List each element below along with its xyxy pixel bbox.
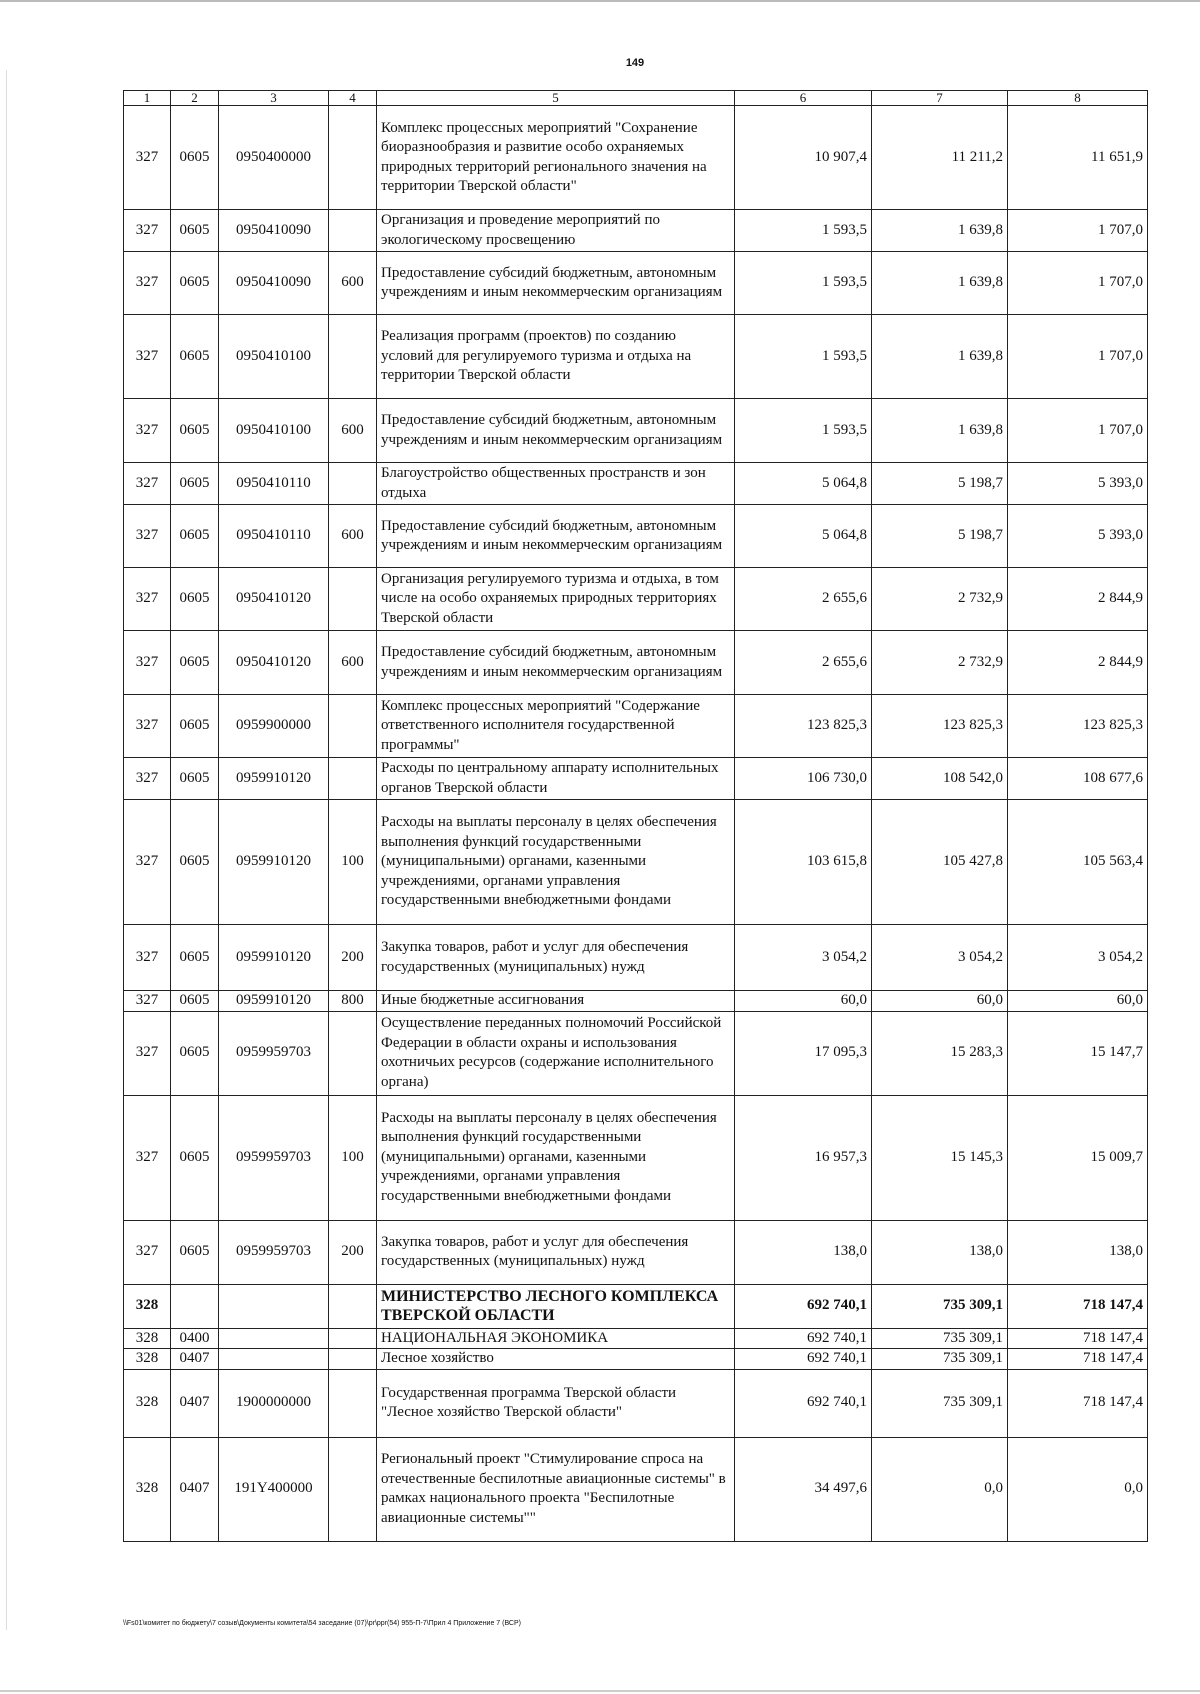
target-article-cell: 0950410100: [219, 399, 329, 463]
description-cell: Благоустройство общественных пространств и зон отдыха: [377, 463, 735, 505]
table-row: [124, 991, 1148, 1012]
amount-year1-cell: 16 957,3: [735, 1095, 872, 1220]
amount-year3-cell: 5 393,0: [1008, 463, 1148, 505]
amount-year2-cell: 2 732,9: [872, 631, 1008, 695]
target-article-cell: 0959959703: [219, 1095, 329, 1220]
expense-type-cell: [329, 1437, 377, 1541]
expense-type-cell: [329, 695, 377, 758]
page-number: 149: [625, 57, 645, 69]
amount-year2-cell: 15 145,3: [872, 1095, 1008, 1220]
description-cell: Иные бюджетные ассигнования: [377, 991, 735, 1012]
description-cell: МИНИСТЕРСТВО ЛЕСНОГО КОМПЛЕКСА ТВЕРСКОЙ ОБЛАСТИ: [377, 1284, 735, 1328]
section-code-cell: 0605: [171, 925, 219, 991]
amount-year2-cell: 138,0: [872, 1220, 1008, 1284]
target-article-cell: 0950410090: [219, 210, 329, 252]
expense-type-cell: 200: [329, 1220, 377, 1284]
admin-code-cell: 328: [124, 1284, 171, 1328]
amount-year2-cell: 3 054,2: [872, 925, 1008, 991]
amount-year3-cell: 123 825,3: [1008, 695, 1148, 758]
amount-year2-cell: 0,0: [872, 1437, 1008, 1541]
expense-type-cell: 100: [329, 1095, 377, 1220]
description-cell: Комплекс процессных мероприятий "Сохранение биоразнообразия и развитие особо охраняемых природных территорий регионального значения на территории Тверской области": [377, 106, 735, 210]
target-article-cell: [219, 1284, 329, 1328]
amount-year1-cell: 1 593,5: [735, 399, 872, 463]
amount-year3-cell: 60,0: [1008, 991, 1148, 1012]
description-cell: Осуществление переданных полномочий Российской Федерации в области охраны и использования охотничьих ресурсов (содержание исполнительного органа): [377, 1011, 735, 1095]
target-article-cell: 0959959703: [219, 1220, 329, 1284]
table-row: [124, 315, 1148, 399]
section-code-cell: [171, 1284, 219, 1328]
target-article-cell: 191Y400000: [219, 1437, 329, 1541]
section-code-cell: 0407: [171, 1349, 219, 1370]
description-cell: Расходы на выплаты персоналу в целях обеспечения выполнения функций государственными (муниципальными) органами, казенными учреждениями, органами управления государственными внебюджетными фондами: [377, 800, 735, 925]
amount-year3-cell: 2 844,9: [1008, 568, 1148, 631]
section-code-cell: 0605: [171, 991, 219, 1012]
amount-year2-cell: 1 639,8: [872, 399, 1008, 463]
table-row: [124, 106, 1148, 210]
amount-year3-cell: 1 707,0: [1008, 399, 1148, 463]
amount-year2-cell: 2 732,9: [872, 568, 1008, 631]
admin-code-cell: 327: [124, 695, 171, 758]
description-cell: НАЦИОНАЛЬНАЯ ЭКОНОМИКА: [377, 1328, 735, 1349]
amount-year3-cell: 5 393,0: [1008, 505, 1148, 568]
admin-code-cell: 327: [124, 925, 171, 991]
expense-type-cell: 600: [329, 252, 377, 315]
column-number: 3: [219, 91, 329, 106]
amount-year2-cell: 735 309,1: [872, 1328, 1008, 1349]
admin-code-cell: 327: [124, 631, 171, 695]
table-row: [124, 1328, 1148, 1349]
amount-year2-cell: 735 309,1: [872, 1369, 1008, 1437]
amount-year2-cell: 15 283,3: [872, 1011, 1008, 1095]
section-code-cell: 0605: [171, 106, 219, 210]
description-cell: Региональный проект "Стимулирование спроса на отечественные беспилотные авиационные системы" в рамках национального проекта "Беспилотные авиационные системы"": [377, 1437, 735, 1541]
admin-code-cell: 327: [124, 210, 171, 252]
table-row: [124, 505, 1148, 568]
table-body: [124, 106, 1148, 1542]
target-article-cell: 0959910120: [219, 991, 329, 1012]
target-article-cell: 0950400000: [219, 106, 329, 210]
description-cell: Комплекс процессных мероприятий "Содержание ответственного исполнителя государственной программы": [377, 695, 735, 758]
amount-year2-cell: 735 309,1: [872, 1284, 1008, 1328]
target-article-cell: 0959910120: [219, 758, 329, 800]
section-code-cell: 0605: [171, 1095, 219, 1220]
amount-year3-cell: 718 147,4: [1008, 1349, 1148, 1370]
section-code-cell: 0605: [171, 695, 219, 758]
section-code-cell: 0605: [171, 568, 219, 631]
admin-code-cell: 328: [124, 1369, 171, 1437]
amount-year1-cell: 2 655,6: [735, 568, 872, 631]
description-cell: Расходы по центральному аппарату исполнительных органов Тверской области: [377, 758, 735, 800]
amount-year1-cell: 1 593,5: [735, 315, 872, 399]
table-row: [124, 210, 1148, 252]
amount-year1-cell: 5 064,8: [735, 505, 872, 568]
amount-year2-cell: 1 639,8: [872, 315, 1008, 399]
amount-year3-cell: 138,0: [1008, 1220, 1148, 1284]
amount-year2-cell: 1 639,8: [872, 252, 1008, 315]
section-code-cell: 0605: [171, 252, 219, 315]
expense-type-cell: [329, 1011, 377, 1095]
amount-year3-cell: 11 651,9: [1008, 106, 1148, 210]
admin-code-cell: 328: [124, 1437, 171, 1541]
amount-year1-cell: 692 740,1: [735, 1328, 872, 1349]
admin-code-cell: 327: [124, 1011, 171, 1095]
top-rule: [0, 0, 1200, 2]
table-row: [124, 1284, 1148, 1328]
table-row: [124, 463, 1148, 505]
amount-year1-cell: 5 064,8: [735, 463, 872, 505]
expense-type-cell: 100: [329, 800, 377, 925]
amount-year2-cell: 735 309,1: [872, 1349, 1008, 1370]
target-article-cell: [219, 1349, 329, 1370]
amount-year1-cell: 34 497,6: [735, 1437, 872, 1541]
admin-code-cell: 327: [124, 800, 171, 925]
budget-table: [123, 90, 1148, 1542]
amount-year1-cell: 1 593,5: [735, 210, 872, 252]
table-row: [124, 1437, 1148, 1541]
amount-year1-cell: 692 740,1: [735, 1284, 872, 1328]
expense-type-cell: [329, 1349, 377, 1370]
admin-code-cell: 327: [124, 463, 171, 505]
amount-year3-cell: 718 147,4: [1008, 1284, 1148, 1328]
amount-year2-cell: 105 427,8: [872, 800, 1008, 925]
table-row: [124, 568, 1148, 631]
expense-type-cell: [329, 106, 377, 210]
amount-year3-cell: 1 707,0: [1008, 210, 1148, 252]
expense-type-cell: [329, 1369, 377, 1437]
section-code-cell: 0605: [171, 505, 219, 568]
section-code-cell: 0605: [171, 463, 219, 505]
amount-year1-cell: 2 655,6: [735, 631, 872, 695]
expense-type-cell: 600: [329, 631, 377, 695]
description-cell: Организация регулируемого туризма и отдыха, в том числе на особо охраняемых природных территориях Тверской области: [377, 568, 735, 631]
admin-code-cell: 327: [124, 505, 171, 568]
section-code-cell: 0407: [171, 1369, 219, 1437]
target-article-cell: 0950410110: [219, 505, 329, 568]
expense-type-cell: 600: [329, 505, 377, 568]
amount-year3-cell: 718 147,4: [1008, 1328, 1148, 1349]
admin-code-cell: 327: [124, 1095, 171, 1220]
section-code-cell: 0400: [171, 1328, 219, 1349]
admin-code-cell: 327: [124, 758, 171, 800]
description-cell: Реализация программ (проектов) по созданию условий для регулируемого туризма и отдыха на территории Тверской области: [377, 315, 735, 399]
section-code-cell: 0605: [171, 800, 219, 925]
section-code-cell: 0605: [171, 315, 219, 399]
section-code-cell: 0605: [171, 210, 219, 252]
amount-year1-cell: 123 825,3: [735, 695, 872, 758]
table-row: [124, 1220, 1148, 1284]
target-article-cell: 0950410110: [219, 463, 329, 505]
amount-year1-cell: 60,0: [735, 991, 872, 1012]
expense-type-cell: [329, 758, 377, 800]
amount-year2-cell: 1 639,8: [872, 210, 1008, 252]
target-article-cell: 0950410090: [219, 252, 329, 315]
table-row: [124, 695, 1148, 758]
expense-type-cell: [329, 568, 377, 631]
table-row: [124, 399, 1148, 463]
amount-year2-cell: 11 211,2: [872, 106, 1008, 210]
admin-code-cell: 327: [124, 106, 171, 210]
section-code-cell: 0605: [171, 1220, 219, 1284]
section-code-cell: 0605: [171, 758, 219, 800]
table-row: [124, 800, 1148, 925]
amount-year2-cell: 123 825,3: [872, 695, 1008, 758]
amount-year3-cell: 718 147,4: [1008, 1369, 1148, 1437]
admin-code-cell: 327: [124, 991, 171, 1012]
column-number: 7: [872, 91, 1008, 106]
column-number: 1: [124, 91, 171, 106]
column-number: 5: [377, 91, 735, 106]
expense-type-cell: 800: [329, 991, 377, 1012]
amount-year2-cell: 60,0: [872, 991, 1008, 1012]
admin-code-cell: 327: [124, 399, 171, 463]
admin-code-cell: 327: [124, 315, 171, 399]
amount-year2-cell: 5 198,7: [872, 463, 1008, 505]
table-row: [124, 252, 1148, 315]
admin-code-cell: 328: [124, 1328, 171, 1349]
table-row: [124, 1095, 1148, 1220]
admin-code-cell: 327: [124, 568, 171, 631]
section-code-cell: 0407: [171, 1437, 219, 1541]
description-cell: Закупка товаров, работ и услуг для обеспечения государственных (муниципальных) нужд: [377, 925, 735, 991]
column-number: 6: [735, 91, 872, 106]
amount-year2-cell: 108 542,0: [872, 758, 1008, 800]
amount-year1-cell: 692 740,1: [735, 1369, 872, 1437]
admin-code-cell: 328: [124, 1349, 171, 1370]
table-row: [124, 925, 1148, 991]
target-article-cell: 0959910120: [219, 925, 329, 991]
column-number-row: [124, 91, 1148, 106]
expense-type-cell: [329, 315, 377, 399]
amount-year3-cell: 15 009,7: [1008, 1095, 1148, 1220]
description-cell: Лесное хозяйство: [377, 1349, 735, 1370]
amount-year1-cell: 138,0: [735, 1220, 872, 1284]
amount-year3-cell: 2 844,9: [1008, 631, 1148, 695]
description-cell: Предоставление субсидий бюджетным, автономным учреждениям и иным некоммерческим организациям: [377, 252, 735, 315]
description-cell: Предоставление субсидий бюджетным, автономным учреждениям и иным некоммерческим организациям: [377, 399, 735, 463]
amount-year1-cell: 103 615,8: [735, 800, 872, 925]
admin-code-cell: 327: [124, 1220, 171, 1284]
table-row: [124, 1349, 1148, 1370]
target-article-cell: 1900000000: [219, 1369, 329, 1437]
amount-year3-cell: 0,0: [1008, 1437, 1148, 1541]
amount-year1-cell: 17 095,3: [735, 1011, 872, 1095]
amount-year1-cell: 3 054,2: [735, 925, 872, 991]
amount-year3-cell: 1 707,0: [1008, 252, 1148, 315]
expense-type-cell: [329, 210, 377, 252]
target-article-cell: 0950410100: [219, 315, 329, 399]
target-article-cell: 0959900000: [219, 695, 329, 758]
description-cell: Закупка товаров, работ и услуг для обеспечения государственных (муниципальных) нужд: [377, 1220, 735, 1284]
table-row: [124, 1369, 1148, 1437]
amount-year1-cell: 692 740,1: [735, 1349, 872, 1370]
description-cell: Предоставление субсидий бюджетным, автономным учреждениям и иным некоммерческим организациям: [377, 505, 735, 568]
target-article-cell: 0950410120: [219, 631, 329, 695]
file-path-footer: \\Fs01\комитет по бюджету\7 созыв\Документы комитета\54 заседание (07)\pr\ppr(54) 955-П-7\Прил 4 Приложение 7 (ВСР): [123, 1620, 521, 1627]
column-number: 4: [329, 91, 377, 106]
expense-type-cell: [329, 1328, 377, 1349]
amount-year3-cell: 105 563,4: [1008, 800, 1148, 925]
target-article-cell: 0959910120: [219, 800, 329, 925]
section-code-cell: 0605: [171, 399, 219, 463]
column-number: 2: [171, 91, 219, 106]
expense-type-cell: [329, 1284, 377, 1328]
amount-year3-cell: 108 677,6: [1008, 758, 1148, 800]
column-number: 8: [1008, 91, 1148, 106]
amount-year1-cell: 10 907,4: [735, 106, 872, 210]
table-row: [124, 631, 1148, 695]
amount-year3-cell: 1 707,0: [1008, 315, 1148, 399]
amount-year3-cell: 15 147,7: [1008, 1011, 1148, 1095]
description-cell: Организация и проведение мероприятий по экологическому просвещению: [377, 210, 735, 252]
expense-type-cell: [329, 463, 377, 505]
target-article-cell: 0959959703: [219, 1011, 329, 1095]
table-row: [124, 1011, 1148, 1095]
target-article-cell: 0950410120: [219, 568, 329, 631]
amount-year1-cell: 1 593,5: [735, 252, 872, 315]
expense-type-cell: 200: [329, 925, 377, 991]
expense-type-cell: 600: [329, 399, 377, 463]
amount-year3-cell: 3 054,2: [1008, 925, 1148, 991]
description-cell: Расходы на выплаты персоналу в целях обеспечения выполнения функций государственными (муниципальными) органами, казенными учреждениями, органами управления государственными внебюджетными фондами: [377, 1095, 735, 1220]
target-article-cell: [219, 1328, 329, 1349]
description-cell: Государственная программа Тверской области "Лесное хозяйство Тверской области": [377, 1369, 735, 1437]
scan-edge: [6, 70, 7, 1630]
amount-year2-cell: 5 198,7: [872, 505, 1008, 568]
description-cell: Предоставление субсидий бюджетным, автономным учреждениям и иным некоммерческим организациям: [377, 631, 735, 695]
table-row: [124, 758, 1148, 800]
section-code-cell: 0605: [171, 631, 219, 695]
amount-year1-cell: 106 730,0: [735, 758, 872, 800]
section-code-cell: 0605: [171, 1011, 219, 1095]
bottom-rule: [0, 1690, 1200, 1692]
admin-code-cell: 327: [124, 252, 171, 315]
